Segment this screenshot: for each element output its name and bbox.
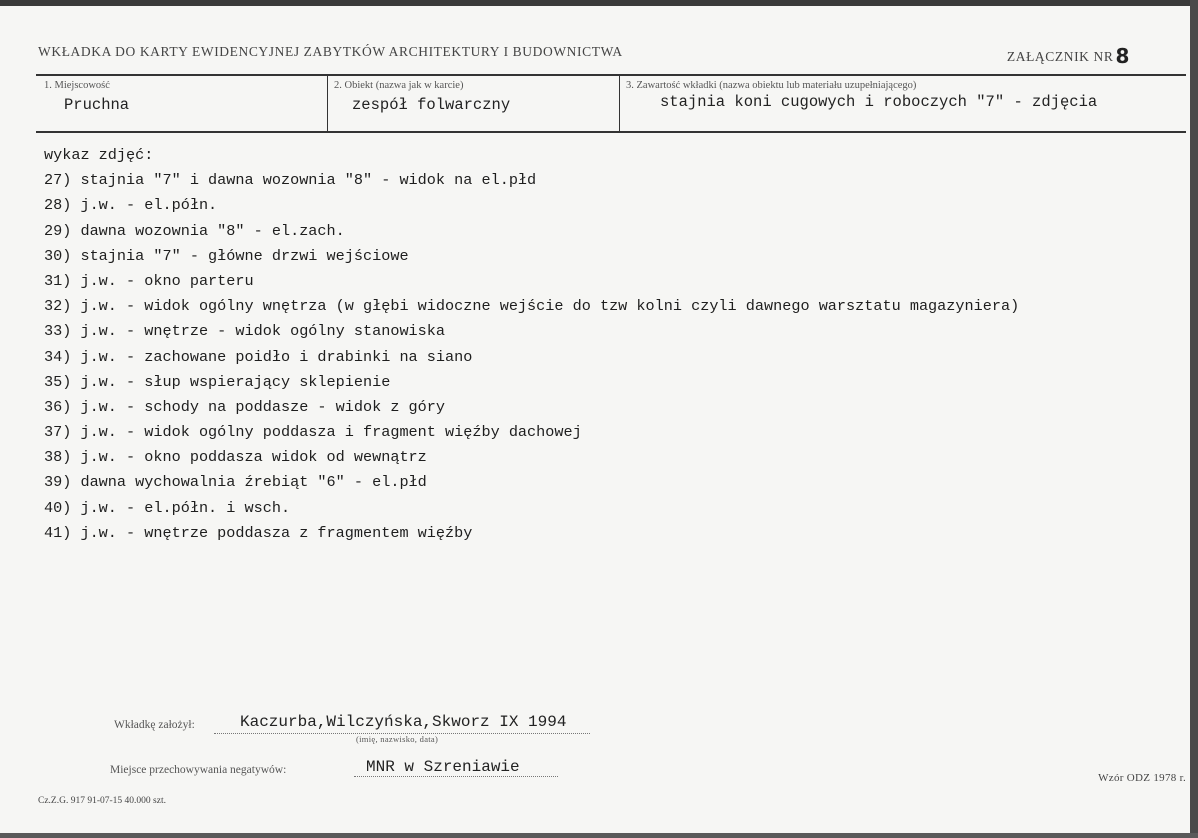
scan-border-top (0, 0, 1198, 6)
negatives-value: MNR w Szreniawie (366, 758, 520, 776)
author-sub-label: (imię, nazwisko, data) (356, 734, 439, 744)
list-item: 38) j.w. - okno poddasza widok od wewnątrz (44, 448, 427, 467)
list-item: 31) j.w. - okno parteru (44, 271, 254, 290)
scan-border-right (1190, 0, 1198, 838)
locality-label: 1. Miejscowość (44, 80, 110, 91)
field-divider-2 (619, 76, 620, 132)
header-rule-bottom (36, 131, 1186, 133)
list-item: 40) j.w. - el.półn. i wsch. (44, 498, 291, 517)
annex-label-text: ZAŁĄCZNIK NR (1006, 49, 1114, 64)
header-rule-top (36, 74, 1186, 76)
list-item: 30) stajnia "7" - główne drzwi wejściowe (44, 246, 409, 265)
list-item: 36) j.w. - schody na poddasze - widok z góry (44, 397, 446, 416)
form-title: WKŁADKA DO KARTY EWIDENCYJNEJ ZABYTKÓW ARCHITEKTURY I BUDOWNICTWA (38, 44, 623, 59)
photo-list (44, 143, 1019, 546)
list-item: 35) j.w. - słup wspierający sklepienie (44, 372, 391, 391)
object-label: 2. Obiekt (nazwa jak w karcie) (334, 80, 464, 91)
author-label: Wkładkę założył: (114, 719, 195, 731)
list-item: 34) j.w. - zachowane poidło i drabinki na siano (44, 347, 473, 366)
contents-value: stajnia koni cugowych i roboczych "7" - zdjęcia (660, 93, 1098, 111)
locality-value: Pruchna (64, 96, 130, 114)
field-divider-1 (327, 76, 328, 132)
list-item: 39) dawna wychowalnia źrebiąt "6" - el.płd (44, 473, 427, 492)
print-info: Cz.Z.G. 917 91-07-15 40.000 szt. (38, 796, 166, 806)
contents-label: 3. Zawartość wkładki (nazwa obiektu lub materiału uzupełniającego) (626, 80, 917, 91)
annex-number: 8 (1115, 44, 1130, 68)
object-value: zespół folwarczny (352, 96, 511, 114)
scan-border-bottom (0, 833, 1198, 838)
list-item: 28) j.w. - el.półn. (44, 196, 218, 215)
author-value: Kaczurba,Wilczyńska,Skworz IX 1994 (240, 713, 567, 731)
photo-list-heading: wykaz zdjęć: (44, 146, 154, 164)
list-item: 27) stajnia "7" i dawna wozownia "8" - widok na el.płd (44, 171, 537, 190)
list-item: 29) dawna wozownia "8" - el.zach. (44, 221, 345, 240)
list-item: 33) j.w. - wnętrze - widok ogólny stanowiska (44, 322, 446, 341)
list-item: 37) j.w. - widok ogólny poddasza i fragment więźby dachowej (44, 423, 582, 442)
form-reference: Wzór ODZ 1978 r. (1098, 772, 1186, 784)
annex-label (1007, 42, 1130, 66)
negatives-label: Miejsce przechowywania negatywów: (110, 764, 287, 776)
list-item: 41) j.w. - wnętrze poddasza z fragmentem więźby (44, 523, 473, 542)
list-item: 32) j.w. - widok ogólny wnętrza (w głębi widoczne wejście do tzw kolni czyli dawnego warsztatu magazyniera) (44, 297, 1020, 316)
negatives-dotline (354, 776, 558, 777)
